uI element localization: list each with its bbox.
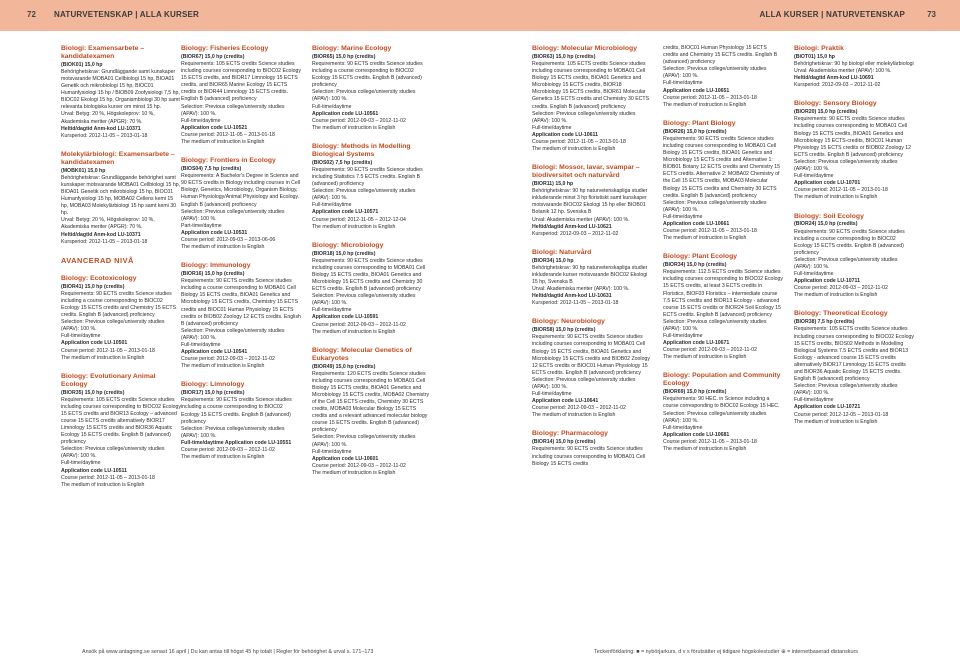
course-detail-line: Requirements: 90 ECTS credits Science studies including a course corresponding to BIOC02 Ecology 15 ECTS credits. English B (advanced) proficiency <box>794 228 905 256</box>
course-entry <box>663 253 783 361</box>
course-title: Molekylärbiologi: Examensarbete – kandidatexamen <box>61 150 175 166</box>
course-detail-line: Course period: 2012-09-03 – 2012-11-02 <box>181 447 275 454</box>
course-title: Biology: Immunology <box>181 262 251 270</box>
course-detail-line: Urval: Betyg: 20 %, Högskoleprov: 10 %, Akademiska meriter (APGR): 70 %. <box>61 111 155 125</box>
course-code: (BIOR17) 15,0 hp (credits) <box>181 390 245 397</box>
course-detail-line: Selection: Previous college/university studies (APAV): 100 %. <box>61 446 165 460</box>
course-detail-line: Part-time/daytime <box>181 222 222 229</box>
column-6 <box>794 45 914 437</box>
course-title: Biology: Limnology <box>181 381 245 389</box>
course-title: Biology: Frontiers in Ecology <box>181 157 276 165</box>
course-detail-line: Selection: Previous college/university studies (APAV): 100 %. <box>663 199 767 213</box>
running-header-right: ALLA KURSER | NATURVETENSKAP <box>759 10 905 19</box>
course-code: (BIOR65) 15,0 hp (credits) <box>312 53 376 60</box>
course-detail-line: Full-time/daytime <box>794 397 834 404</box>
course-detail-line: Requirements: 105 ECTS credits Science studies including courses corresponding to BIOC02 Ecology 15 ECTS credits, and BIOR17 Limnology 15 ECTS credits, and BIOR65 Marine Ecology 15 ECTS credits or BIOR44 Limnology 15 ECTS credits. English B (advanced) proficiency <box>181 61 301 103</box>
course-detail-line: Application code LU-10611 <box>532 131 599 138</box>
course-code: (BIOR26) 15,0 hp (credits) <box>663 128 727 135</box>
course-detail-line: Course period: 2012-11-05 – 2013-01-18 <box>663 228 757 235</box>
course-detail-line: Course period: 2012-11-05 – 2013-01-18 <box>663 94 757 101</box>
course-detail-line: The medium of instruction is English <box>663 354 747 361</box>
course-detail-line: Full-time/daytime <box>181 342 221 348</box>
course-detail-line: The medium of instruction is English <box>181 139 265 146</box>
course-entry <box>794 100 914 201</box>
course-detail-line: Selection: Previous college/university studies (APAV): 100 %. <box>181 327 285 341</box>
course-detail-line: The medium of instruction is English <box>61 354 145 361</box>
course-detail-line: Application code LU-10681 <box>663 431 730 438</box>
course-entry <box>312 45 432 132</box>
course-code: (BIOR58) 15,0 hp (credits) <box>532 327 596 334</box>
course-title: Biology: Sensory Biology <box>794 100 877 108</box>
page-number-right: 73 <box>927 10 936 19</box>
course-detail-line: Selection: Previous college/university studies (APAV): 100 %. <box>312 434 416 448</box>
course-detail-line: Behörighetskrav: Grundläggande behörighet samt kunskaper motsvarande MOBA01 Cellbiologi 15 hp, BIOA01 Genetik och mikrobiologi 15 hp, BIOC01 Humanfysiologi 15 hp, MOBA02 Cellens kemi 15 hp, MOBA03 Molekylärbiologi 15 hp samt kemi 30 hp. <box>61 174 181 217</box>
course-detail-line: Application code LU-10531 <box>181 229 248 236</box>
course-detail-line: Application code LU-10701 <box>794 180 861 187</box>
course-title: Biology: Population and Community Ecology <box>663 372 781 388</box>
course-detail-line: Kursperiod: 2012-11-05 – 2013-01-18 <box>532 300 619 307</box>
course-detail-line: Course period: 2012-11-05 – 2013-01-18 <box>61 347 155 354</box>
course-detail-line: Behörighetskrav: 90 hp naturvetenskapliga studier inkluderande kurser motsvarande BIOC02 Ekologi 15 hp, Svenska B <box>532 264 648 285</box>
course-title: Biology: Ecotoxicology <box>61 274 137 282</box>
course-detail-line: Full-time/daytime <box>312 307 352 314</box>
course-detail-line: The medium of instruction is English <box>663 235 747 242</box>
course-detail-line: Requirements: 105 ECTS credits Science studies including courses corresponding to MOBA01 Cell Biology 15 ECTS credits, BIOA01 Genetics and Microbiology 15 ECTS credits, BIOR18 Microbiology 15 ECTS credits, BIOR61 Molecular Genetics 15 ECTS credits and Chemistry 30 ECTS credits. English B (advanced) proficiency <box>532 61 650 110</box>
course-detail-line: Course period: 2012-12-05 – 2013-01-18 <box>794 411 889 418</box>
column-3 <box>312 45 432 488</box>
course-detail-line: Requirements: 90 ECTS credits Science studies including a course corresponding to BIOC02 Ecology 15 ECTS credits and Chemistry 15 ECTS credits. English B (advanced) proficiency <box>61 290 177 319</box>
course-detail-line: Selection: Previous college/university studies (APAV): 100 %. <box>794 158 898 173</box>
course-detail-line: Requirements: 90 HEC. in Science including a course corresponding to BIOC02 Ecology 15 HEC. <box>663 396 780 410</box>
course-title: Biology: Plant Ecology <box>663 253 738 261</box>
course-detail-line: Kursperiod: 2012-11-05 – 2013-01-18 <box>61 132 148 139</box>
course-title: Biologi: Mossor, lavar, svampar – biodiversitet och naturvård <box>532 164 640 180</box>
course-detail-line: Full-time/daytime <box>532 391 572 398</box>
course-code: (BIOR35) 15,0 hp (credits) <box>61 389 125 396</box>
course-detail-line: Course period: 2012-09-03 – 2012-11-02 <box>312 462 406 469</box>
course-detail-line: The medium of instruction is English <box>532 146 616 153</box>
course-detail-line: Requirements: 90 ECTS credits Science studies including courses corresponding to MOBA01 Cell Biology 15 ECTS credits, BIOA01 Genetics and Microbiology 15 ECTS credits and Alternative 1: BIOB01 Botany 12 ECTS credits and Chemistry 15 ECTS credits. Alternative 2: MOBA02 Chemistry of the Cell 15 ECTS credits, MOBA03 Molecular Biology 15 ECTS credits and Chemistry 30 ECTS credits. English B (advanced) proficiency <box>663 135 781 199</box>
course-code: (BIOR11) 15,0 hp <box>532 181 574 188</box>
course-code: (BIOR41) 15,0 hp (credits) <box>61 283 125 290</box>
course-detail-line: Requirements: 105 ECTS credits Science studies including courses corresponding to BIOC02 Ecology 15 ECTS credits, BIOS02 Methods in Modelling Biological Systems 7.5 ECTS credits and BIOR13 Ecology - advanced course 15 ECTS credits alternatively BIOR17 Limnology 15 ECTS credits and BIOR36 Aquatic Ecology 15 ECTS credits. English B (advanced) proficiency <box>794 326 914 383</box>
course-detail-line: Course period: 2012-09-03 – 2012-11-02 <box>663 347 757 354</box>
course-detail-line: Selection: Previous college/university studies (APAV): 100 %. <box>61 319 165 333</box>
course-detail-line: Requirements: 90 ECTS credits Science studies including a course corresponding to MOBA01 Cell Biology 15 ECTS credits, BIOA01 Genetics and Microbiology 15 ECTS credits, Chemistry 15 ECTS credits and BIOC01 Human Physiology 15 ECTS credits or BIOB02 Zoology 12 ECTS credits. English B (advanced) proficiency <box>181 278 301 327</box>
course-detail-line: Full-time/daytime <box>61 460 101 467</box>
course-detail-line: Kursperiod: 2012-09-03 – 2012-11-02 <box>794 82 881 89</box>
course-code: (BIOS02) 7,5 hp (credits) <box>312 159 373 166</box>
course-entry <box>61 373 181 489</box>
course-detail-line: Full-time/daytime <box>794 173 834 180</box>
course-detail-line: Full-time/daytime <box>312 202 352 209</box>
course-detail-line: Behörighetskrav: 90 hp biologi eller molekylärbiologi <box>794 61 914 67</box>
running-header-left: NATURVETENSKAP | ALLA KURSER <box>54 10 200 19</box>
course-entry <box>663 372 783 453</box>
course-detail-line: Application code LU-10601 <box>312 455 379 462</box>
course-entry <box>181 157 301 251</box>
course-detail-line: The medium of instruction is English <box>312 124 396 131</box>
course-detail-line: Requirements: 90 ECTS credits Science studies including courses corresponding to MOBA01 Cell Biology 15 ECTS credits, BIOA01 Genetics and Microbiology 15 ECTS credits and Chemistry 30 ECTS credits. English B (advanced) proficiency <box>312 257 426 293</box>
course-detail-line: Selection: Previous college/university studies (APAV): 100 %. <box>312 293 416 307</box>
course-detail-line: Application code LU-10711 <box>794 278 861 285</box>
course-detail-line: Requirements: 90 ECTS credits Science studies including courses corresponding to MOBA01 Cell Biology 15 ECTS credits <box>532 446 646 467</box>
course-detail-line: Full-time/daytime Application code LU-10551 <box>181 439 292 446</box>
course-detail-line: Heltid/dagtid Anm-kod LU-10621 <box>532 223 612 230</box>
course-detail-line: The medium of instruction is English <box>61 481 145 488</box>
course-detail-line: credits, BIOC01 Human Physiology 15 ECTS credits and Chemistry 15 ECTS credits. English B (advanced) proficiency <box>663 45 778 66</box>
course-code: (BIOR24) 15,0 hp (credits) <box>794 221 858 228</box>
course-code: (BIOR34) 15,0 hp (credits) <box>663 262 727 269</box>
course-entry <box>312 347 432 477</box>
course-detail-line: Course period: 2012-09-03 – 2012-11-02 <box>181 356 275 363</box>
course-detail-line: Requirements: 120 ECTS credits Science studies including courses corresponding to MOBA01 Cell Biology 15 ECTS credits, BIOA01 Genetics and Microbiology 15 ECTS credits, MOBA02 Chemistry of the Cell 15 ECTS credits, Chemistry 30 ECTS credits, MOBA03 Molecular Biology 15 ECTS credits and a relevant advanced molecular biology course 15 ECTS credits. English B (advanced) proficiency <box>312 370 430 434</box>
course-detail-line: Requirements: 90 ECTS credits Science studies including a course corresponding to BIOC02 Ecology 15 ECTS credits. English B (advanced) proficiency <box>312 61 423 89</box>
course-title: Biology: Plant Biology <box>663 119 736 127</box>
course-detail-line: Full-time/daytime <box>61 333 101 340</box>
course-code: (MOBK01) 15,0 hp <box>61 167 106 174</box>
course-detail-line: Heltid/dagtid Anm-kod LU-10691 <box>794 75 874 82</box>
course-detail-line: Requirements: A Bachelor's Degree in Science and 90 ECTS credits in Biology including courses in Cell Biology, Genetics, Microbiology, Organism Biology, Human Physiology/Animal Physiology and Ecology. English B (advanced) proficiency <box>181 173 301 208</box>
course-title: Biology: Marine Ecology <box>312 45 392 52</box>
course-title: Biology: Fisheries Ecology <box>181 45 269 52</box>
course-code: (BIOR16) 15,0 hp (credits) <box>181 271 245 278</box>
course-entry <box>181 262 301 370</box>
column-4 <box>532 45 652 479</box>
course-detail-line: Application code LU-10641 <box>532 398 599 405</box>
column-5 <box>663 45 783 464</box>
course-detail-line: Course period: 2012-09-03 – 2012-11-02 <box>312 117 406 124</box>
course-detail-line: Urval: Akademiska meriter (APAV): 100 %. <box>794 68 892 75</box>
course-detail-line: Course period: 2012-11-05 – 2013-01-18 <box>181 131 275 138</box>
course-title: Biologi: Praktik <box>794 45 844 52</box>
course-code: (BIOR18) 15,0 hp (credits) <box>312 250 376 257</box>
course-detail-line: The medium of instruction is English <box>181 244 265 251</box>
course-detail-line: The medium of instruction is English <box>312 469 396 476</box>
course-detail-line: Selection: Previous college/university studies (APAV): 100 %. <box>181 208 285 222</box>
course-code: (BIOR49) 15,0 hp (credits) <box>312 363 376 370</box>
column-1 <box>61 45 181 500</box>
page-number-left: 72 <box>27 10 36 19</box>
course-detail-line: The medium of instruction is English <box>532 412 616 419</box>
course-code: (BIOK01) 15,0 hp <box>61 61 103 68</box>
course-detail-line: Full-time/daytime <box>794 271 834 278</box>
course-title: Biology: Soil Ecology <box>794 212 864 220</box>
course-detail-line: Selection: Previous college/university studies (APAV): 100 %. <box>181 103 285 117</box>
course-entry <box>794 310 914 425</box>
course-detail-line: Behörighetskrav: Grundläggande samt kunskaper motsvarande MOBA01 Cellbiologi 15 hp, BIOA01 Genetik och mikrobiologi 15 hp, BIOC01 Humanfysiologi 15 hp / BIOB09 Zoofysiologi 7,5 hp, BIOC02 Ekologi 15 hp, Organismbiologi 30 hp samt relevanta biologiska kurser om minst 15 hp. <box>61 68 180 111</box>
footer-left: Ansök på www.antagning.se senast 16 april | Du kan antas till högst 45 hp totalt | Regler för behörighet & urval s. 171–173 <box>82 649 374 655</box>
course-entry <box>532 164 652 238</box>
course-title: Biology: Molecular Microbiology <box>532 45 637 52</box>
course-detail-line: Selection: Previous college/university studies (APAV): 100 %. <box>312 188 416 202</box>
course-detail-line: Requirements: 105 ECTS credits Science studies including courses corresponding to BIOC02 Ecology 15 ECTS credits and BIOR13 Ecology – advanced course 15 ECTS credits alternatively BIOR17 Limnology 15 ECTS credits and BIOR36 Aquatic Ecology 15 ECTS credits. English B (advanced) proficiency <box>61 396 181 446</box>
course-detail-line: Full-time/daytime <box>312 103 352 110</box>
course-detail-line: The medium of instruction is English <box>794 194 878 201</box>
course-entry <box>532 430 652 467</box>
course-title: Biologi: Naturvård <box>532 248 592 256</box>
course-detail-line: Kursperiod: 2012-09-03 – 2012-11-02 <box>532 230 619 237</box>
course-detail-line: Requirements: 90 ECTS credits Science studies including courses corresponding to MOBA01 Cell Biology 15 ECTS credits, BIOA01 Genetics and Microbiology 15 ECTS-credits, BIOC01 Human Physiology 15 ECTS credits or BIOB02 Zoology 12 ECTS credits. English B (advanced) proficiency <box>794 116 912 158</box>
course-entry <box>794 213 914 300</box>
course-detail-line: The medium of instruction is English <box>312 223 396 230</box>
course-code: (BIOR67) 15,0 hp (credits) <box>181 53 245 60</box>
course-detail-line: Behörighetskrav: 90 hp naturvetenskapliga studier inkluderande minst 3 hp floristiskt samt kunskaper motsvarande BIOC02 Ekologi 15 hp eller BIOB01 Botanik 12 hp. Svenska B <box>532 188 648 216</box>
course-detail-line: Full-time/daytime <box>532 124 572 131</box>
course-entry <box>532 249 652 308</box>
course-detail-line: Course period: 2012-11-05 – 2013-01-18 <box>61 474 155 481</box>
course-entry <box>532 318 652 419</box>
course-code: (BIOR63) 15,0 hp (credits) <box>532 53 596 60</box>
course-detail-line: Full-time/daytime <box>663 80 703 87</box>
course-title: Biology: Neurobiology <box>532 318 605 326</box>
course-entry <box>61 275 181 362</box>
course-detail-line: Selection: Previous college/university studies (APAV): 100 %. <box>663 318 767 332</box>
course-detail-line: Full-time/daytime <box>663 213 703 220</box>
course-detail-line: Application code LU-10561 <box>312 110 379 117</box>
course-detail-line: Requirements: 90 ECTS credits Science studies including a course corresponding to BIOC02 Ecology 15 ECTS credits. English B (advanced) proficiency <box>181 397 292 425</box>
course-detail-line: Selection: Previous college/university studies (APAV): 100 %. <box>794 383 898 397</box>
course-code: (BIOR69) 15,0 hp (credits) <box>663 389 727 396</box>
course-detail-line: Selection: Previous college/university studies (APAV): 100 %. <box>532 376 636 390</box>
course-detail-line: The medium of instruction is English <box>663 446 747 453</box>
course-detail-line: Application code LU-10671 <box>663 340 730 347</box>
course-title: Biology: Methods in Modelling Biological Systems <box>312 142 411 158</box>
course-detail-line: Full-time/daytime <box>181 117 221 124</box>
course-entry <box>532 45 652 153</box>
course-detail-line: Course period: 2012-09-03 – 2012-11-02 <box>794 285 888 292</box>
course-detail-line: Urval: Akademiska meriter (APAV): 100 %. <box>532 286 630 293</box>
course-code: (BIOT01) 15,0 hp <box>794 53 835 60</box>
course-detail-line: The medium of instruction is English <box>794 418 878 425</box>
footer-right: Teckenförklaring: ■ = nybörjarkurs, d v s förutsätter ej tidigare högskolestudier ⊕ = internetbaserad distanskurs <box>594 649 858 655</box>
course-detail-line: Requirements: 90 ECTS credits Science studies including courses corresponding to MOBA01 Cell Biology 15 ECTS credits, BIOA01 Genetics and Microbiology 15 ECTS credits and BIOB02 Zoology 12 ECTS credits or BIOC01 Human Physiology 15 ECTS credits. English B (advanced) proficiency <box>532 334 650 376</box>
course-detail-line: The medium of instruction is English <box>794 292 878 299</box>
course-detail-line: Full-time/daytime <box>663 424 703 431</box>
course-detail-line: The medium of instruction is English <box>312 328 396 335</box>
course-detail-line: Heltid/dagtid Anm-kod LU-10371 <box>61 231 141 238</box>
course-entry <box>181 45 301 146</box>
course-title: Biology: Molecular Genetics of Eukaryotes <box>312 346 412 362</box>
course-entry <box>663 45 783 109</box>
course-detail-line: Selection: Previous college/university studies (APAV): 100 %. <box>312 89 416 103</box>
course-detail-line: Course period: 2012-09-03 – 2013-06-06 <box>181 236 276 243</box>
course-code: (BIOR20) 15,0 hp (credits) <box>794 109 858 116</box>
course-entry <box>181 381 301 461</box>
column-2 <box>181 45 301 472</box>
course-entry <box>61 45 181 140</box>
course-title: Biology: Evolutionary Animal Ecology <box>61 372 156 388</box>
course-code: (BIOR14) 15,0 hp (credits) <box>532 439 596 446</box>
course-detail-line: Course period: 2012-11-05 – 2013-01-18 <box>532 139 626 146</box>
course-detail-line: Full-time/daytime <box>663 333 703 340</box>
section-heading: AVANCERAD NIVÅ <box>61 255 134 265</box>
course-detail-line: Application code LU-10571 <box>312 209 379 216</box>
course-title: Biologi: Examensarbete – kandidatexamen <box>61 45 145 60</box>
course-code: (BIOS04) 7,5 hp (credits) <box>181 166 242 173</box>
course-detail-line: Selection: Previous college/university studies (APAV): 100 %. <box>181 425 285 439</box>
course-entry <box>312 143 432 231</box>
course-detail-line: Application code LU-10521 <box>181 124 248 131</box>
course-detail-line: Heltid/dagtid Anm-kod LU-10631 <box>532 293 612 300</box>
course-detail-line: The medium of instruction is English <box>663 101 747 108</box>
course-code: (BIOR34) 15,0 hp <box>532 257 574 264</box>
course-detail-line: Urval: Akademiska meriter (APAV): 100 %. <box>532 216 630 223</box>
course-title: Biology: Pharmacology <box>532 430 608 438</box>
course-detail-line: Heltid/dagtid Anm-kod LU-10371 <box>61 125 141 132</box>
course-detail-line: Full-time/daytime <box>312 448 352 455</box>
course-detail-line: The medium of instruction is English <box>181 454 265 461</box>
course-entry <box>794 45 914 89</box>
course-detail-line: Selection: Previous college/university studies (APAV): 100 %. <box>663 410 767 424</box>
course-detail-line: Course period: 2012-11-05 – 2013-01-18 <box>794 187 888 194</box>
course-detail-line: Application code LU-10541 <box>181 349 248 356</box>
course-title: Biology: Theoretical Ecology <box>794 310 888 318</box>
course-detail-line: Application code LU-10591 <box>312 314 379 321</box>
course-detail-line: Course period: 2012-11-05 – 2013-01-18 <box>663 438 757 445</box>
course-entry <box>663 120 783 242</box>
course-detail-line: Requirements: 90 ECTS credits Science studies including Statistics 7.5 ECTS credits. English B (advanced) proficiency <box>312 166 423 188</box>
course-detail-line: Course period: 2012-09-03 – 2012-11-02 <box>532 405 626 412</box>
course-detail-line: Kursperiod: 2012-11-05 – 2013-01-18 <box>61 238 148 245</box>
course-detail-line: The medium of instruction is English <box>181 363 265 370</box>
course-detail-line: Application code LU-10661 <box>663 220 730 227</box>
course-title: Biology: Microbiology <box>312 241 384 249</box>
course-entry <box>312 242 432 336</box>
course-detail-line: Urval: Betyg: 20 %, Högskoleprov: 10 %, Akademiska meriter (APGR): 70 %. <box>61 217 155 231</box>
course-detail-line: Selection: Previous college/university studies (APAV): 100 %. <box>663 66 767 80</box>
course-detail-line: Selection: Previous college/university studies (APAV): 100 %. <box>532 110 636 124</box>
course-detail-line: Application code LU-10501 <box>61 340 128 347</box>
course-detail-line: Application code LU-10721 <box>794 404 861 411</box>
course-detail-line: Application code LU-10651 <box>663 87 730 94</box>
course-detail-line: Application code LU-10511 <box>61 467 128 474</box>
course-detail-line: Course period: 2012-09-03 – 2012-11-02 <box>312 321 406 328</box>
course-detail-line: Course period: 2012-11-05 – 2012-12-04 <box>312 216 406 223</box>
course-detail-line: Requirements: 112.5 ECTS credits Science studies including courses corresponding to BIOC02 Ecology 15 ECTS credits, at least 3 ECTS credits in Floristics, BIOF03 Floristics – intermediate course 7.5 ECTS credits and BIOR13 Ecology - advanced course 15 ECTS credits or BIOR24 Soil Ecology 15 ECTS credits. English B (advanced) proficiency <box>663 269 783 318</box>
course-code: (BIOR38) 7,5 hp (credits) <box>794 319 855 326</box>
course-detail-line: Selection: Previous college/university studies (APAV): 100 %. <box>794 256 898 270</box>
course-entry <box>61 151 181 246</box>
